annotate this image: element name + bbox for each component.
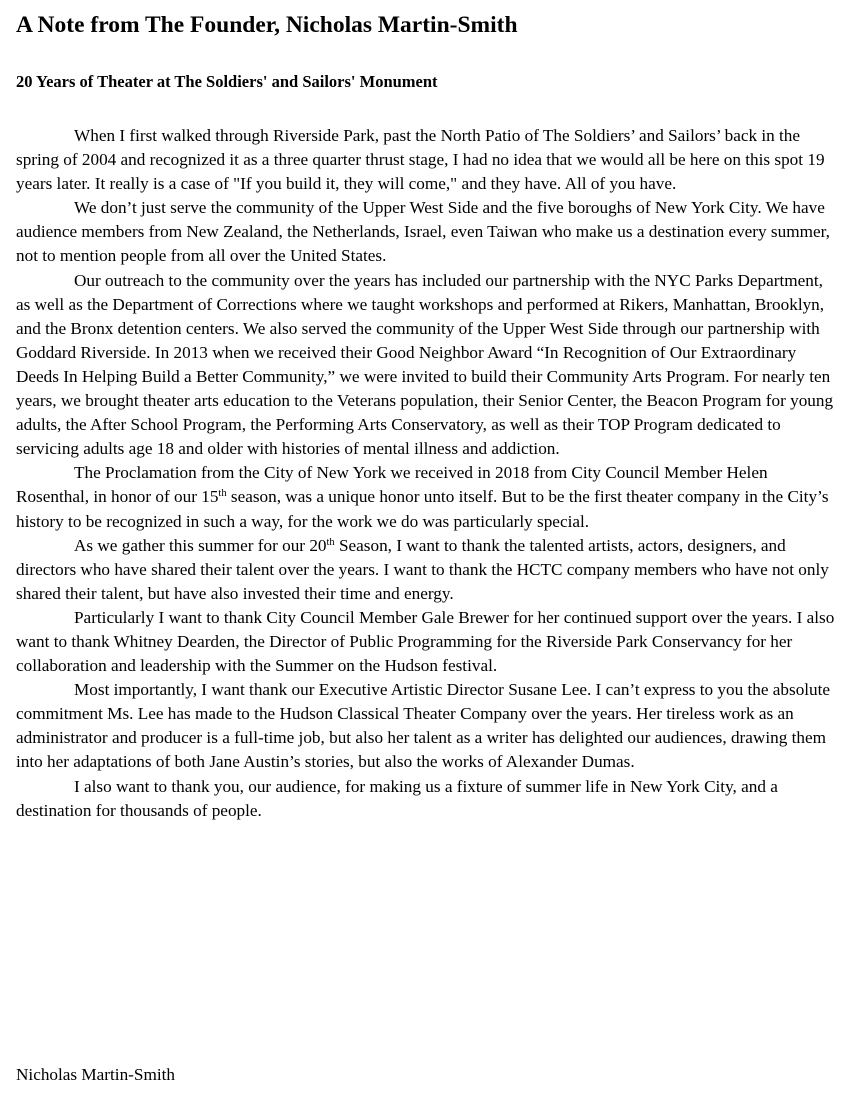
signature: Nicholas Martin-Smith: [16, 1065, 175, 1084]
paragraph-proclamation: [16, 461, 836, 533]
document-title: A Note from The Founder, Nicholas Martin-Smith: [16, 12, 518, 38]
paragraph-text: The Proclamation from the City of New York we received in 2018 from City Council Member Helen Rosenthal, in honor of our 15: [16, 463, 768, 507]
paragraph-text: season, was a unique honor unto itself. But to be the first theater company in the City’s history to be recognized in such a way, for the work we do was particularly special.: [16, 487, 829, 531]
letter-body: [16, 124, 836, 823]
paragraph-thanks-brewer: Particularly I want to thank City Council Member Gale Brewer for her continued support over the years. I also want to thank Whitney Dearden, the Director of Public Programming for the Riverside Park Conservancy for her collaboration and leadership with the Summer on the Hudson festival.: [16, 607, 835, 676]
ordinal-suffix: th: [218, 488, 227, 500]
paragraph-audience: We don’t just serve the community of the Upper West Side and the five boroughs of New York City. We have audience members from New Zealand, the Netherlands, Israel, even Taiwan who make us a destination every summer, not to mention people from all over the United States.: [16, 198, 830, 266]
ordinal-suffix: th: [326, 536, 335, 548]
paragraph-text: As we gather this summer for our 20: [74, 535, 327, 555]
paragraph-thanks-audience: I also want to thank you, our audience, for making us a fixture of summer life in New York City, and a destination for thousands of people.: [16, 776, 778, 820]
paragraph-text: Season, I want to thank the talented artists, actors, designers, and directors who have shared their talent over the years. I want to thank the HCTC company members who have not only shared their talent, but have also invested their time and energy.: [16, 535, 829, 603]
paragraph-20th-season: [16, 534, 836, 606]
paragraph-intro: When I first walked through Riverside Park, past the North Patio of The Soldiers’ and Sailors’ back in the spring of 2004 and recognized it as a three quarter thrust stage, I had no idea that we would all be here on this spot 19 years later. It really is a case of "If you build it, they will come," and they have. All of you have.: [16, 126, 825, 194]
document-subtitle: 20 Years of Theater at The Soldiers' and Sailors' Monument: [16, 72, 438, 91]
paragraph-outreach: Our outreach to the community over the years has included our partnership with the NYC Parks Department, as well as the Department of Corrections where we taught workshops and performed at Rikers, Manhattan, Brooklyn, and the Bronx detention centers. We also served the community of the Upper West Side through our partnership with Goddard Riverside. In 2013 when we received their Good Neighbor Award “In Recognition of Our Extraordinary Deeds In Helping Build a Better Community,” we were invited to build their Community Arts Program. For nearly ten years, we brought theater arts education to the Veterans population, their Senior Center, the Beacon Program for young adults, the After School Program, the Performing Arts Conservatory, as well as their TOP Program dedicated to servicing adults age 18 and older with histories of mental illness and addiction.: [16, 270, 834, 459]
paragraph-thanks-lee: Most importantly, I want thank our Executive Artistic Director Susane Lee. I can’t express to you the absolute commitment Ms. Lee has made to the Hudson Classical Theater Company over the years. Her tireless work as an administrator and producer is a full-time job, but also her talent as a writer has delighted our audiences, drawing them into her adaptations of both Jane Austin’s stories, but also the works of Alexander Dumas.: [16, 680, 831, 772]
